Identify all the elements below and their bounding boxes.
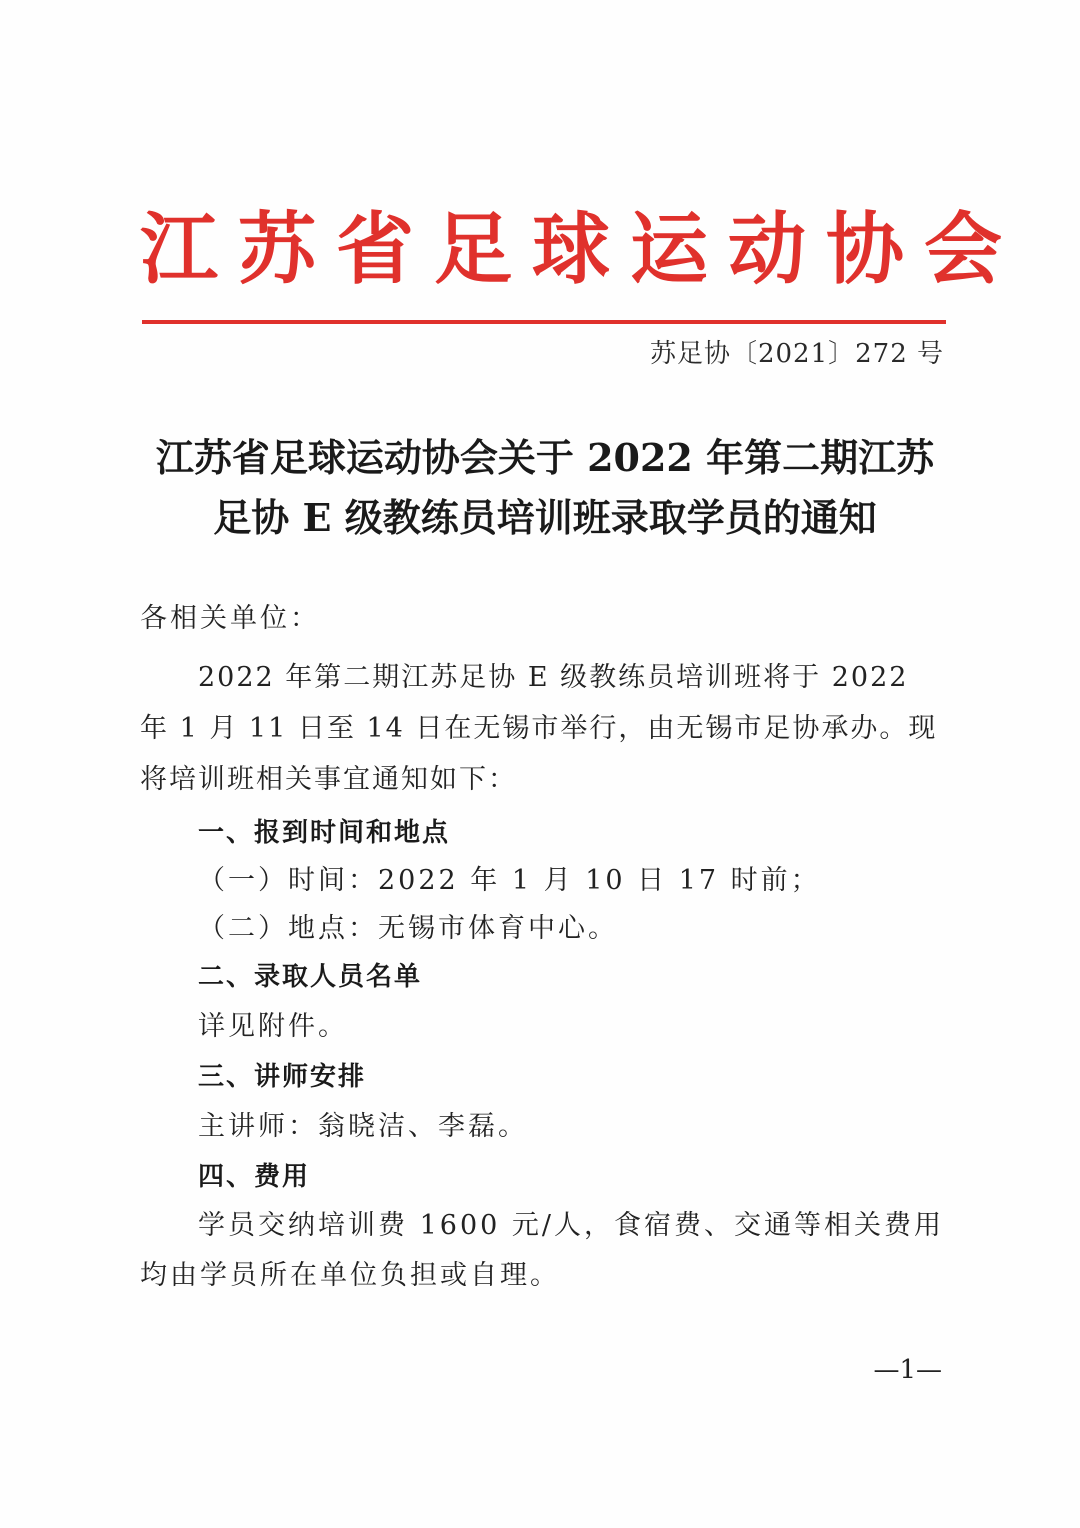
notice-title-line-2: 足协 E 级教练员培训班录取学员的通知 xyxy=(213,495,877,540)
section-heading-lecturers: 三、讲师安排 xyxy=(198,1062,367,1092)
notice-body xyxy=(140,594,948,1301)
intro-paragraph: 2022 年第二期江苏足协 E 级教练员培训班将于 2022 年 1 月 11 日至 14 日在无锡市举行，由无锡市足协承办。现将培训班相关事宜通知如下： xyxy=(140,662,938,795)
notice-title-line-1: 江苏省足球运动协会关于 2022 年第二期江苏 xyxy=(155,435,935,480)
notice-title xyxy=(130,428,960,548)
document-number: 苏足协〔2021〕272 号 xyxy=(649,339,944,369)
section-heading-fees: 四、费用 xyxy=(198,1162,311,1192)
admitted-list-text: 详见附件。 xyxy=(198,1011,348,1042)
salutation: 各相关单位： xyxy=(140,603,320,634)
lecturers-text: 主讲师：翁晓洁、李磊。 xyxy=(198,1111,528,1142)
section-heading-registration: 一、报到时间和地点 xyxy=(198,818,451,848)
section-heading-admitted-list: 二、录取人员名单 xyxy=(198,962,423,992)
fees-text: 学员交纳培训费 1600 元/人，食宿费、交通等相关费用均由学员所在单位负担或自理。 xyxy=(140,1210,944,1291)
registration-time: （一）时间：2022 年 1 月 10 日 17 时前； xyxy=(198,865,821,896)
page-number: —1— xyxy=(873,1355,942,1385)
masthead-title: 江苏省足球运动协会 xyxy=(140,204,1023,295)
red-divider-line xyxy=(142,320,946,324)
registration-location: （二）地点：无锡市体育中心。 xyxy=(198,913,618,944)
